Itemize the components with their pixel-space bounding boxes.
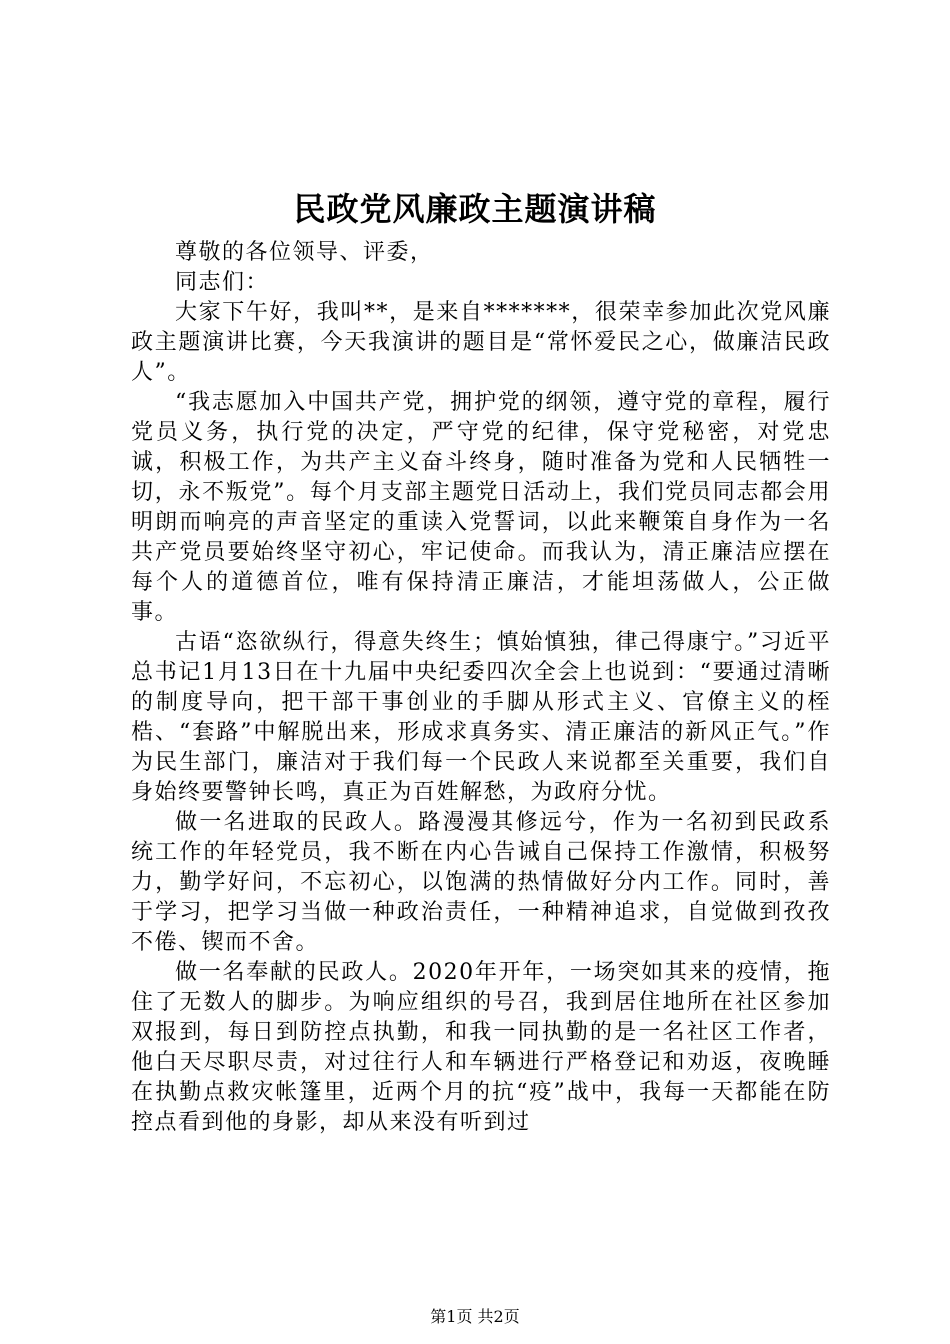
salutation-comrades: 同志们：	[175, 270, 270, 295]
document-title: 民政党风廉政主题演讲稿	[293, 190, 657, 228]
document-body	[131, 238, 831, 1138]
page-number: 第1页 共2页	[430, 1307, 520, 1326]
salutation-leaders: 尊敬的各位领导、评委，	[175, 240, 434, 265]
paragraph-quote: 古语“恣欲纵行，得意失终生；慎始慎独，律己得康宁。”习近平总书记1月13日在十九届中央纪委四次全会上也说到：“要通过清晰的制度导向，把干部干事创业的手脚从形式主义、官僚主义的桎梏、“套路”中解脱出来，形成求真务实、清正廉洁的新风正气。”作为民生部门，廉洁对于我们每一个民政人来说都至关重要，我们自身始终要警钟长鸣，真正为百姓解愁，为政府分忧。	[131, 630, 831, 805]
paragraph-intro: 大家下午好，我叫**，是来自*******，很荣幸参加此次党风廉政主题演讲比赛，今天我演讲的题目是“常怀爱民之心，做廉洁民政人”。	[131, 300, 831, 385]
paragraph-oath: “我志愿加入中国共产党，拥护党的纲领，遵守党的章程，履行党员义务，执行党的决定，严守党的纪律，保守党秘密，对党忠诚，积极工作，为共产主义奋斗终身，随时准备为党和人民牺牲一切，永不叛党”。每个月支部主题党日活动上，我们党员同志都会用明朗而响亮的声音坚定的重读入党誓词，以此来鞭策自身作为一名共产党员要始终坚守初心，牢记使命。而我认为，清正廉洁应摆在每个人的道德首位，唯有保持清正廉洁，才能坦荡做人，公正做事。	[131, 390, 831, 625]
paragraph-dedication: 做一名奉献的民政人。2020年开年，一场突如其来的疫情，拖住了无数人的脚步。为响应组织的号召，我到居住地所在社区参加双报到，每日到防控点执勤，和我一同执勤的是一名社区工作者，他白天尽职尽责，对过往行人和车辆进行严格登记和劝返，夜晚睡在执勤点救灾帐篷里，近两个月的抗“疫”战中，我每一天都能在防控点看到他的身影，却从来没有听到过	[131, 960, 831, 1135]
paragraph-progressive: 做一名进取的民政人。路漫漫其修远兮，作为一名初到民政系统工作的年轻党员，我不断在内心告诫自己保持工作激情，积极努力，勤学好问，不忘初心，以饱满的热情做好分内工作。同时，善于学习，把学习当做一种政治责任，一种精神追求，自觉做到孜孜不倦、锲而不舍。	[131, 810, 831, 955]
